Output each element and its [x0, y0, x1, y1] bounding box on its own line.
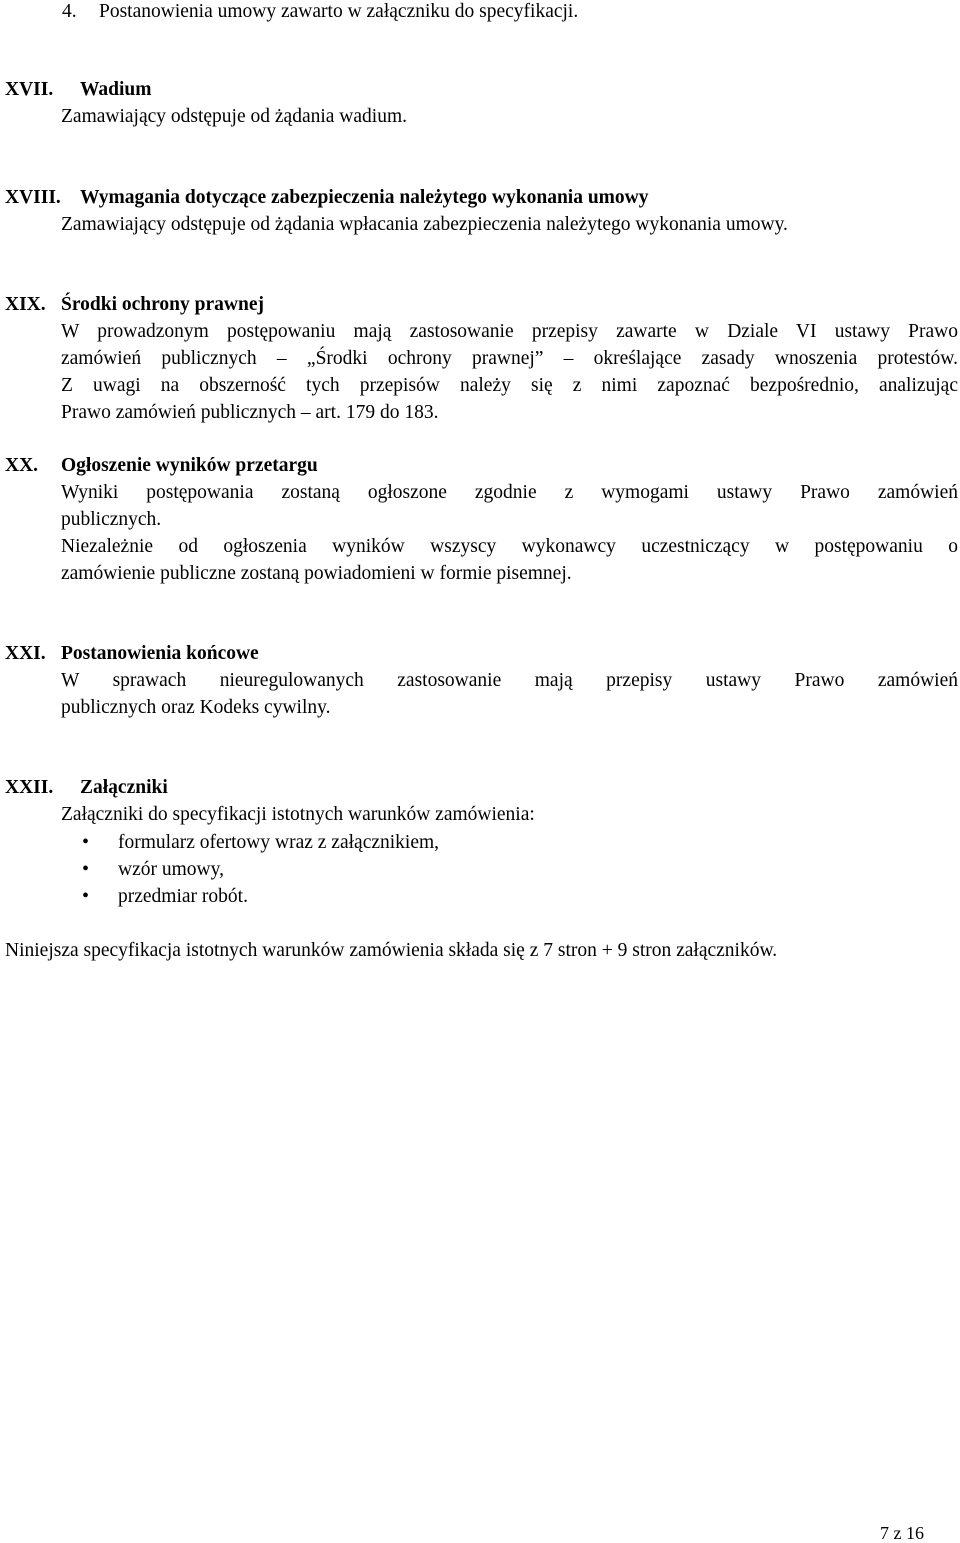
attachment-list-item: formularz ofertowy wraz z załącznikiem, [118, 832, 440, 853]
final-note: Niniejsza specyfikacja istotnych warunków zamówienia składa się z 7 stron + 9 stron załączników. [5, 940, 778, 961]
section-xxii-intro: Załączniki do specyfikacji istotnych warunków zamówienia: [61, 804, 535, 825]
attachment-list-item: wzór umowy, [118, 859, 224, 880]
section-xxi-line-2: publicznych oraz Kodeks cywilny. [61, 697, 331, 718]
section-xviii-body: Zamawiający odstępuje od żądania wpłacania zabezpieczenia należytego wykonania umowy. [61, 214, 788, 235]
section-xix-line-3: Z uwagi na obszerność tych przepisów należy się z nimi zapoznać bezpośrednio, analizując [61, 375, 958, 396]
page-number: 7 z 16 [880, 1523, 924, 1543]
section-xix-line-4: Prawo zamówień publicznych – art. 179 do 183. [61, 402, 439, 423]
section-xx-number: XX. [5, 455, 39, 476]
section-xvii-number: XVII. [5, 79, 54, 100]
section-xviii-title: Wymagania dotyczące zabezpieczenia należytego wykonania umowy [80, 187, 649, 208]
section-xxii-number: XXII. [5, 777, 54, 798]
section-xxi-title: Postanowienia końcowe [61, 643, 259, 664]
section-xx-line-1: Wyniki postępowania zostaną ogłoszone zgodnie z wymogami ustawy Prawo zamówień [61, 482, 958, 503]
section-xix-title: Środki ochrony prawnej [61, 294, 264, 315]
section-xxi-number: XXI. [5, 643, 46, 664]
section-xx-line-3: Niezależnie od ogłoszenia wyników wszyscy wykonawcy uczestniczący w postępowaniu o [61, 536, 958, 557]
item-4-number: 4. [62, 1, 77, 22]
item-4-text: Postanowienia umowy zawarto w załączniku do specyfikacji. [99, 1, 579, 22]
section-xix-line-1: W prowadzonym postępowaniu mają zastosowanie przepisy zawarte w Dziale VI ustawy Prawo [61, 321, 958, 342]
section-xvii-body: Zamawiający odstępuje od żądania wadium. [61, 106, 407, 127]
attachment-list-item: przedmiar robót. [118, 886, 248, 907]
section-xix-number: XIX. [5, 294, 46, 315]
bullet-icon: • [82, 885, 90, 907]
bullet-icon: • [82, 831, 90, 853]
section-xx-title: Ogłoszenie wyników przetargu [61, 455, 318, 476]
section-xviii-number: XVIII. [5, 187, 61, 208]
section-xvii-title: Wadium [80, 79, 152, 100]
bullet-icon: • [82, 858, 90, 880]
section-xxi-line-1: W sprawach nieuregulowanych zastosowanie mają przepisy ustawy Prawo zamówień [61, 670, 958, 691]
section-xx-line-2: publicznych. [61, 509, 162, 530]
section-xix-line-2: zamówień publicznych – „Środki ochrony prawnej” – określające zasady wnoszenia protestów. [61, 348, 958, 369]
section-xxii-title: Załączniki [80, 777, 168, 798]
section-xx-line-4: zamówienie publiczne zostaną powiadomieni w formie pisemnej. [61, 563, 572, 584]
